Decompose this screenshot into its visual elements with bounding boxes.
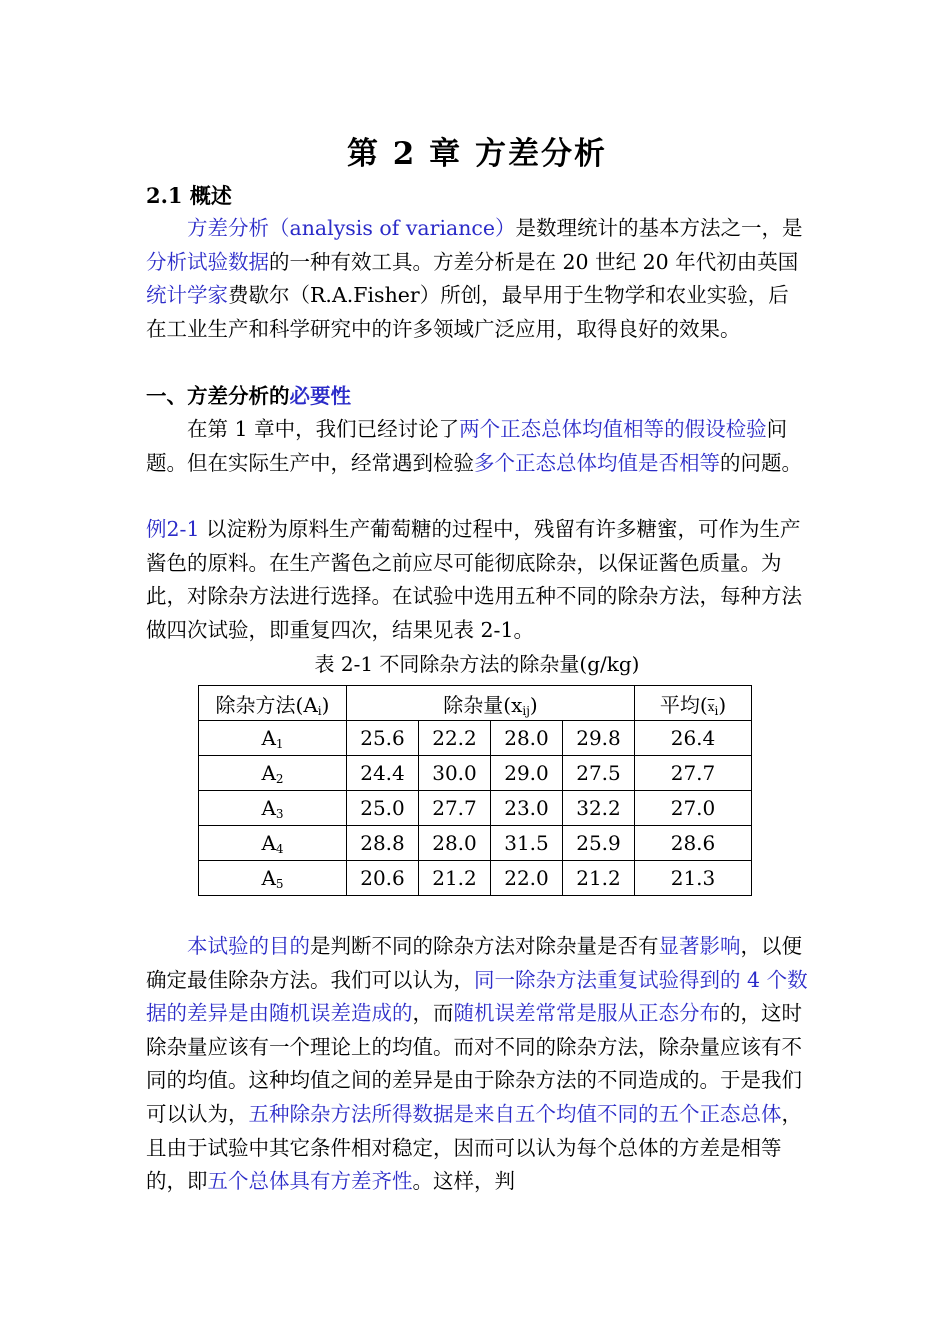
table-row (199, 826, 752, 861)
cell: 32.2 (563, 791, 635, 826)
necessity-heading: 一、方差分析的必要性 (146, 384, 351, 408)
table-row (199, 861, 752, 896)
link-five-populations[interactable]: 五种除杂方法所得数据是来自五个均值不同的五个正态总体 (248, 1101, 782, 1126)
link-anova[interactable]: 方差分析（analysis of variance） (187, 216, 516, 240)
row-name: $A_2$ (199, 756, 347, 791)
link-purpose[interactable]: 本试验的目的 (187, 934, 310, 958)
cell: 27.7 (419, 791, 491, 826)
cell: 20.6 (347, 861, 419, 896)
cell: 21.2 (419, 861, 491, 896)
cell: 25.6 (347, 721, 419, 756)
table-caption: 表 2-1 不同除杂方法的除杂量(g/kg) (314, 652, 640, 676)
table-header-row (199, 686, 752, 721)
cell: 22.2 (419, 721, 491, 756)
table-row (199, 791, 752, 826)
cell: 22.0 (491, 861, 563, 896)
chapter-title: 第 2 章 方差分析 (347, 136, 607, 172)
link-multi-means-test[interactable]: 多个正态总体均值是否相等 (474, 450, 720, 475)
link-statistician[interactable]: 统计学家 (146, 283, 228, 308)
purpose-paragraph: 本试验的目的是判断不同的除杂方法对除杂量是否有显著影响，以便确定最佳除杂方法。我们可以认为，同一除杂方法重复试验得到的 4 个数据的差异是由随机误差造成的，而随机误差常常是服从正态分布的，这时除杂量应该有一个理论上的均值。而对不同的除杂方法，除杂量应该有不同的均值。这种均值之间的差异是由于除杂方法的不同造成的。于是我们可以认为，五种除杂方法所得数据是来自五个均值不同的五个正态总体，且由于试验中其它条件相对稳定，因而可以认为每个总体的方差是相等的，即五个总体具有方差齐性。这样，判 (146, 934, 808, 1194)
cell: 29.8 (563, 721, 635, 756)
cell: 31.5 (491, 826, 563, 861)
link-normal-distribution[interactable]: 随机误差常常是服从正态分布 (453, 1001, 720, 1026)
row-name: $A_5$ (199, 861, 347, 896)
link-necessity[interactable]: 必要性 (289, 384, 351, 408)
intro-paragraph: 方差分析（analysis of variance）是数理统计的基本方法之一，是分析试验数据的一种有效工具。方差分析是在 20 世纪 20 年代初由英国统计学家费歇尔（R.A.Fisher）所创，最早用于生物学和农业实验，后在工业生产和科学研究中的许多领域广泛应用，取得良好的效果。 (146, 216, 803, 341)
header-mean: 平均$(\overline{x}_i)$ (635, 686, 752, 721)
cell: 28.8 (347, 826, 419, 861)
link-homogeneity[interactable]: 五个总体具有方差齐性 (207, 1169, 413, 1194)
link-significant-effect[interactable]: 显著影响 (658, 934, 741, 958)
cell-mean: 28.6 (635, 826, 752, 861)
header-amount: 除杂量$(x_{ij})$ (347, 686, 635, 721)
cell: 25.0 (347, 791, 419, 826)
row-name: $A_4$ (199, 826, 347, 861)
cell: 25.9 (563, 826, 635, 861)
cell: 27.5 (563, 756, 635, 791)
link-analyze-data[interactable]: 分析试验数据 (146, 249, 269, 274)
cell-mean: 27.7 (635, 756, 752, 791)
link-random-error-source[interactable]: 同一除杂方法重复试验得到的 4 个数据的差异是由随机误差造成的 (146, 967, 808, 1026)
cell-mean: 26.4 (635, 721, 752, 756)
necessity-paragraph: 在第 1 章中，我们已经讨论了两个正态总体均值相等的假设检验问题。但在实际生产中，经常遇到检验多个正态总体均值是否相等的问题。 (146, 417, 802, 475)
row-name: $A_1$ (199, 721, 347, 756)
link-example-2-1[interactable]: 例2-1 (146, 517, 200, 541)
table-row (199, 721, 752, 756)
row-name: $A_3$ (199, 791, 347, 826)
table-row (199, 756, 752, 791)
link-two-means-test[interactable]: 两个正态总体均值相等的假设检验 (459, 417, 767, 441)
section-heading-2-1: 2.1 概述 (146, 183, 232, 208)
cell: 21.2 (563, 861, 635, 896)
header-method: 除杂方法$(A_i)$ (199, 686, 347, 721)
cell: 24.4 (347, 756, 419, 791)
cell-mean: 21.3 (635, 861, 752, 896)
cell: 23.0 (491, 791, 563, 826)
example-paragraph: 例2-1 以淀粉为原料生产葡萄糖的过程中，残留有许多糖蜜，可作为生产酱色的原料。在生产酱色之前应尽可能彻底除杂，以保证酱色质量。为此，对除杂方法进行选择。在试验中选用五种不同的除杂方法，每种方法做四次试验，即重复四次，结果见表 2-1。 (146, 517, 802, 642)
cell: 28.0 (491, 721, 563, 756)
cell: 29.0 (491, 756, 563, 791)
cell-mean: 27.0 (635, 791, 752, 826)
cell: 28.0 (419, 826, 491, 861)
cell: 30.0 (419, 756, 491, 791)
data-table (198, 685, 752, 896)
